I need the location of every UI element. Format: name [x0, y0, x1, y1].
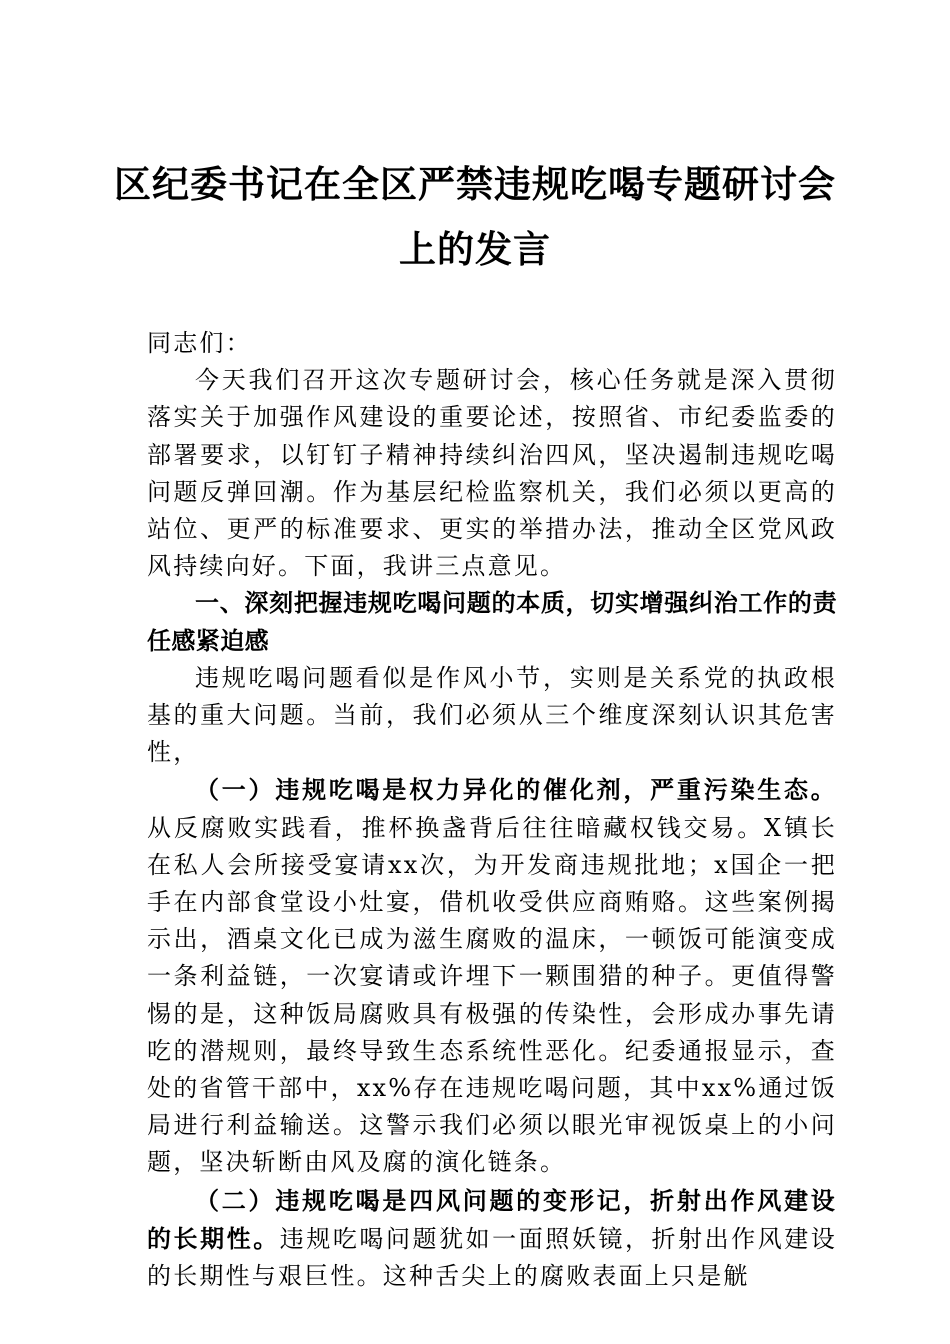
sub-1-heading: （一）违规吃喝是权力异化的催化剂，严重污染生态。 — [195, 775, 837, 805]
opening-paragraph: 今天我们召开这次专题研讨会，核心任务就是深入贯彻落实关于加强作风建设的重要论述，按照省、市纪委监委的部署要求，以钉钉子精神持续纠治四风，坚决遏制违规吃喝问题反弹回潮。作为基层纪检监察机关，我们必须以更高的站位、更严的标准要求、更实的举措办法，推动全区党风政风持续向好。下面，我讲三点意见。 — [147, 366, 837, 581]
salutation: 同志们： — [147, 329, 252, 357]
section-1-sub-2 — [147, 1182, 837, 1296]
sub-2-heading: （二）违规吃喝是四风问题的变形记，折射出作风建设的长期性。 — [147, 1185, 837, 1253]
section-1-sub-1 — [147, 771, 837, 1181]
section-1-intro: 违规吃喝问题看似是作风小节，实则是关系党的执政根基的重大问题。当前，我们必须从三个维度深刻认识其危害性， — [147, 663, 837, 767]
document-body — [147, 325, 837, 1295]
sub-2-text: 违规吃喝问题犹如一面照妖镜，折射出作风建设的长期性与艰巨性。这种舌尖上的腐败表面上只是觥 — [147, 1224, 838, 1291]
section-1-heading: 一、深刻把握违规吃喝问题的本质，切实增强纠治工作的责任感紧迫感 — [147, 589, 837, 655]
document-title: 区纪委书记在全区严禁违规吃喝专题研讨会上的发言 — [114, 162, 836, 271]
sub-1-text: 从反腐败实践看，推杯换盏背后往往暗藏权钱交易。X镇长在私人会所接受宴请xx次，为开发商违规批地；x国企一把手在内部食堂设小灶宴，借机收受供应商贿赂。这些案例揭示出，酒桌文化已成为滋生腐败的温床，一顿饭可能演变成一条利益链，一次宴请或许埋下一颗围猎的种子。更值得警惕的是，这种饭局腐败具有极强的传染性，会形成办事先请吃的潜规则，最终导致生态系统性恶化。纪委通报显示，查处的省管干部中，xx%存在违规吃喝问题，其中xx%通过饭局进行利益输送。这警示我们必须以眼光审视饭桌上的小问题，坚决斩断由风及腐的演化链条。 — [147, 813, 837, 1177]
